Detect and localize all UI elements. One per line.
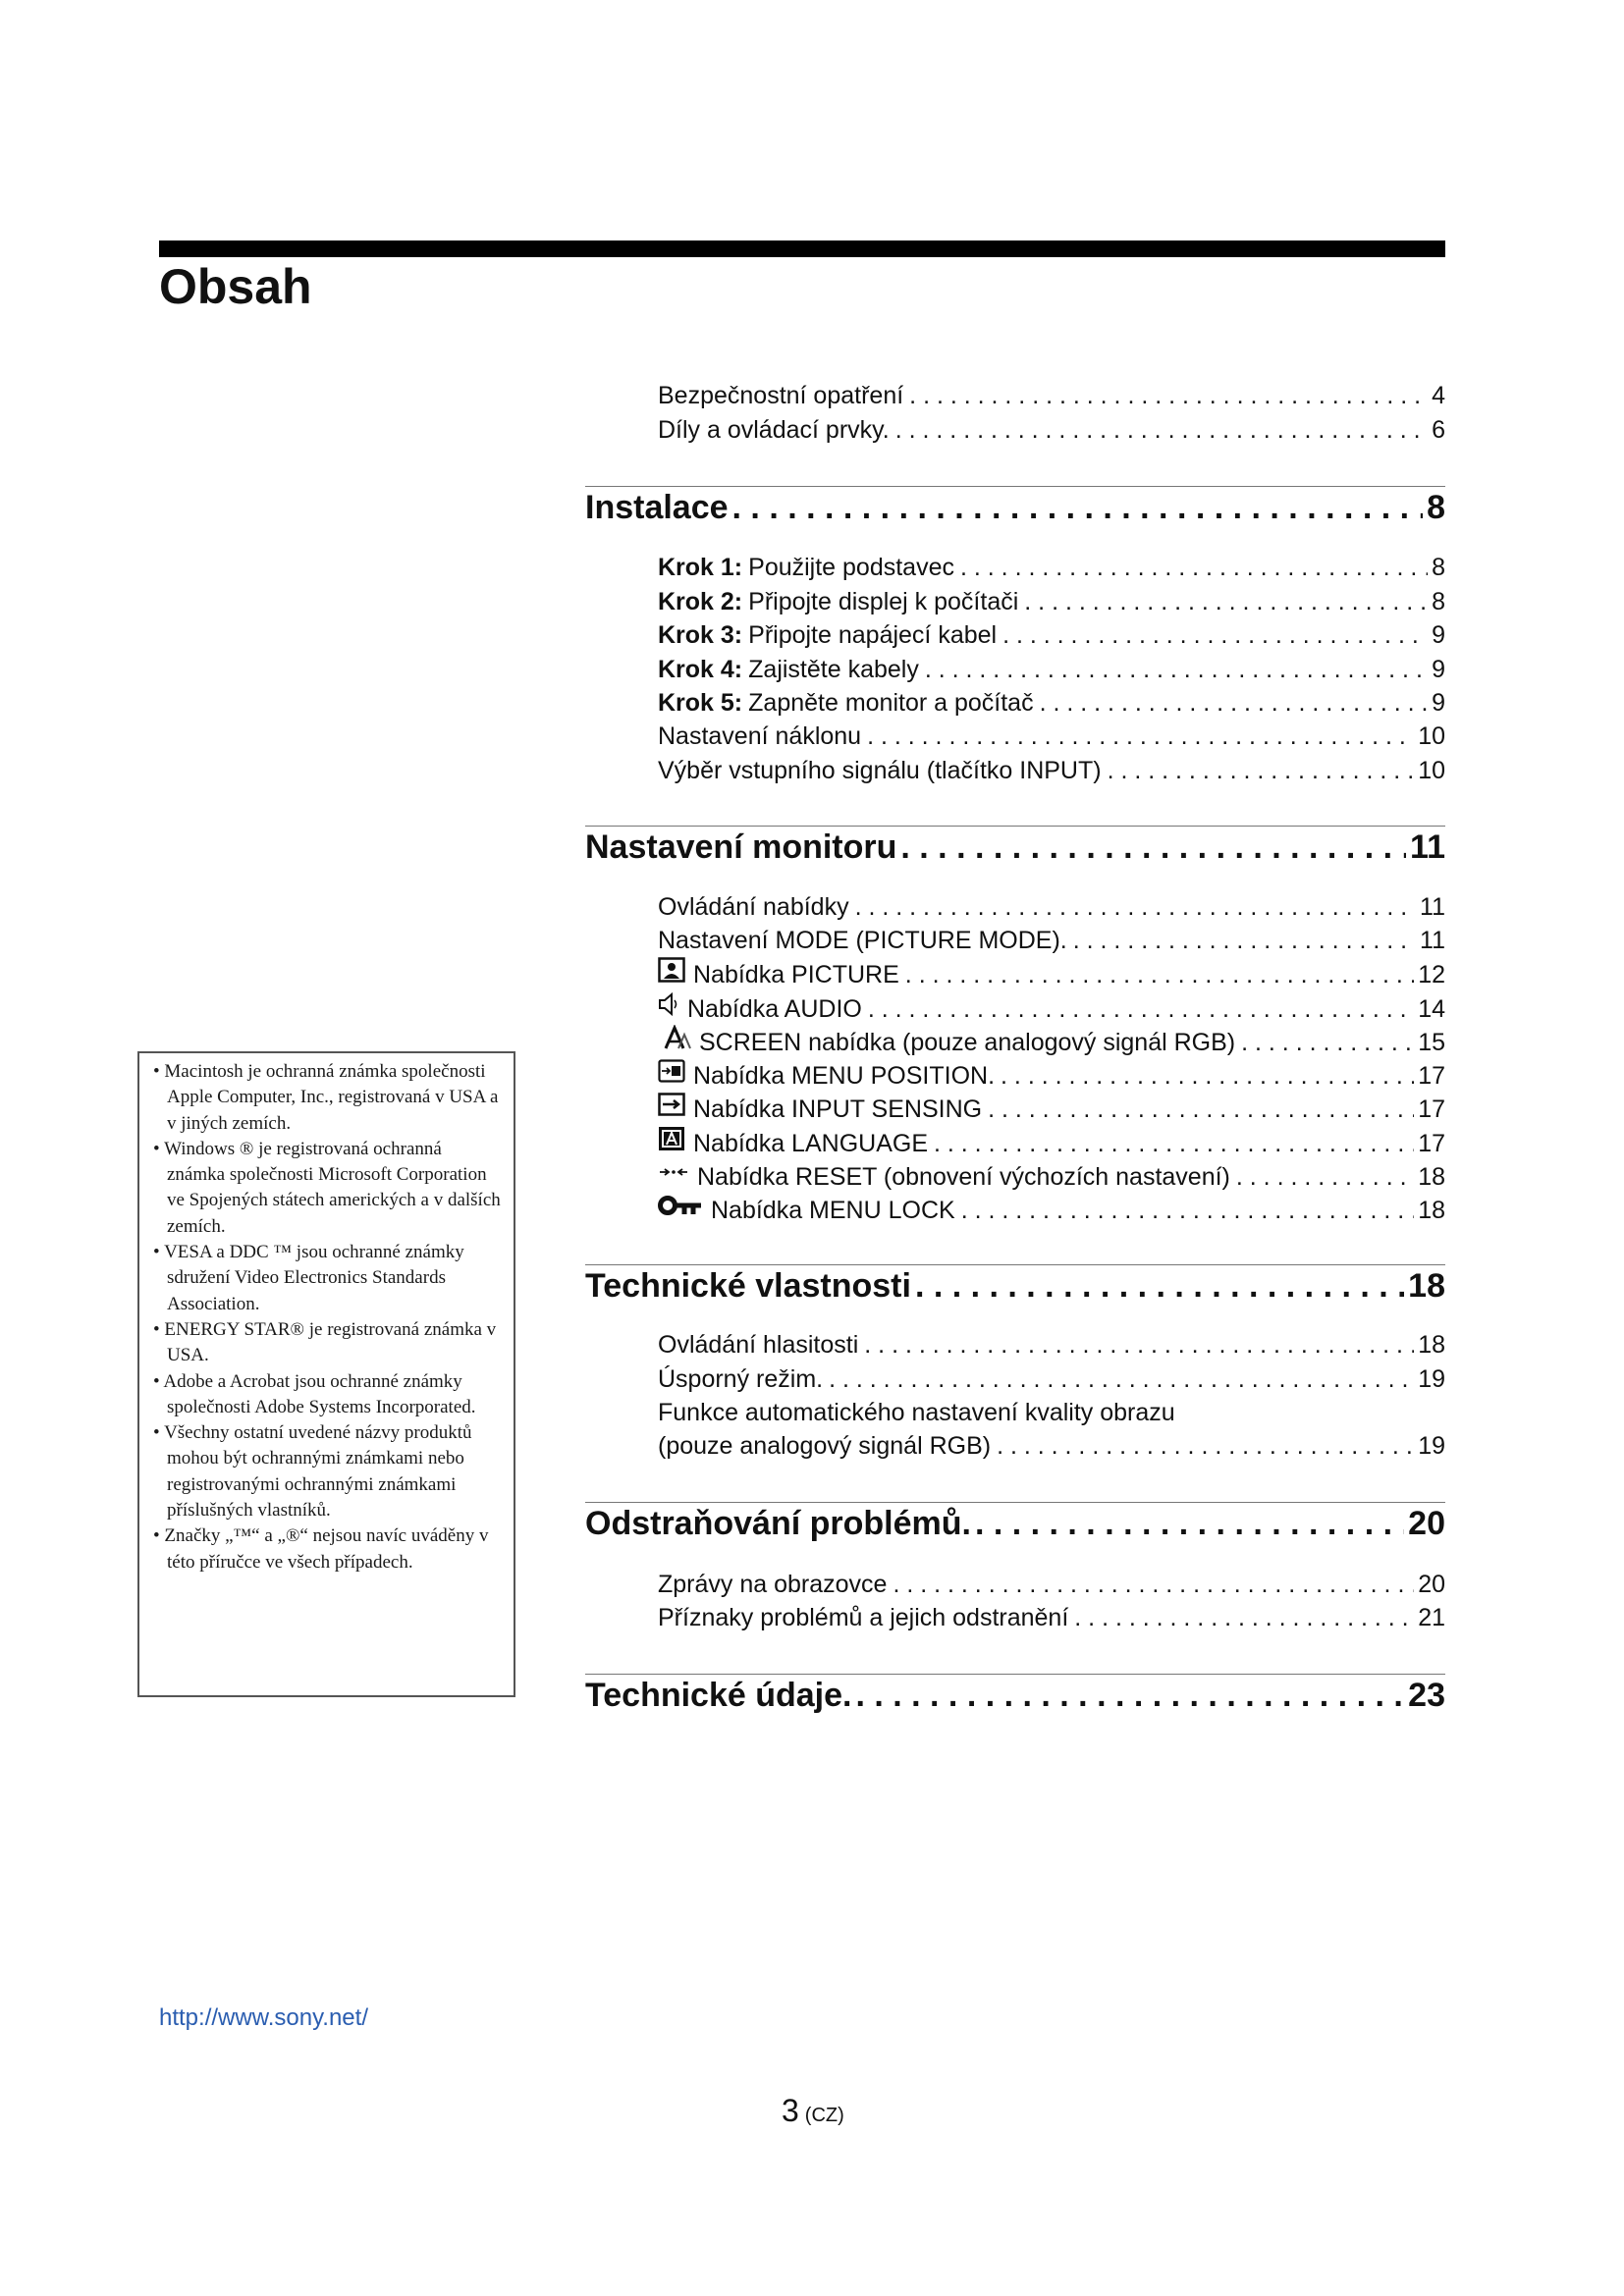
toc-page-number: 21 <box>1418 1604 1445 1631</box>
dot-leader <box>915 1264 1404 1308</box>
dot-leader <box>909 379 1428 412</box>
trademark-note: • Adobe a Acrobat jsou ochranné známky společnosti Adobe Systems Incorporated. <box>151 1369 502 1421</box>
toc-entry-parts-controls[interactable] <box>658 413 1445 447</box>
toc-section-installation[interactable] <box>585 486 1445 529</box>
picture-menu-icon <box>658 957 685 983</box>
toc-entry-language-menu[interactable] <box>658 1126 1445 1159</box>
language-icon <box>658 1126 685 1151</box>
toc-entry-label: Nabídka PICTURE <box>693 961 899 988</box>
dot-leader <box>895 413 1428 447</box>
toc-page-number: 6 <box>1432 416 1445 444</box>
dot-leader <box>1074 1601 1414 1634</box>
toc-entry-label: Příznaky problémů a jejich odstranění <box>658 1604 1069 1631</box>
dot-leader <box>855 1674 1404 1717</box>
toc-entry-label: Nabídka AUDIO <box>687 995 862 1023</box>
section-page-number: 20 <box>1408 1505 1445 1542</box>
page-number-value: 3 <box>782 2093 799 2128</box>
toc-section-troubleshooting[interactable] <box>585 1502 1445 1545</box>
dot-leader <box>905 958 1414 991</box>
title-bar-rule <box>159 240 1445 257</box>
step-label: Krok 4: <box>658 656 743 683</box>
section-page-number: 8 <box>1427 489 1445 526</box>
dot-leader <box>925 653 1428 686</box>
dot-leader <box>867 720 1414 753</box>
dot-leader <box>960 551 1428 584</box>
toc-entry-menu-position[interactable] <box>658 1058 1445 1092</box>
sony-website-link[interactable]: http://www.sony.net/ <box>159 2004 368 2031</box>
toc-entry-tilt[interactable] <box>658 720 1445 753</box>
page-number <box>782 2093 844 2129</box>
toc-entry-label: Zapněte monitor a počítač <box>748 689 1034 717</box>
section-heading-label: Technické vlastnosti <box>585 1267 911 1305</box>
toc-entry-auto-adjust-continued[interactable] <box>658 1429 1445 1463</box>
dot-leader <box>868 992 1414 1026</box>
toc-page-number: 11 <box>1420 927 1445 954</box>
toc-entry-mode-setting[interactable] <box>658 924 1445 957</box>
dot-leader <box>829 1362 1414 1396</box>
toc-entry-safety[interactable] <box>658 379 1445 412</box>
section-page-number: 11 <box>1410 828 1445 866</box>
dot-leader <box>1024 585 1428 618</box>
toc-entry-label: Ovládání hlasitosti <box>658 1331 859 1359</box>
toc-entry-label: Ovládání nabídky <box>658 893 849 921</box>
toc-page-number: 18 <box>1418 1197 1445 1224</box>
toc-page-number: 19 <box>1418 1432 1445 1460</box>
toc-entry-auto-adjust[interactable] <box>658 1396 1445 1429</box>
toc-page-number: 20 <box>1418 1571 1445 1598</box>
trademark-list <box>151 1059 502 1575</box>
toc-entry-label: Nabídka INPUT SENSING <box>693 1095 983 1123</box>
toc-section-specifications[interactable] <box>585 1674 1445 1717</box>
dot-leader <box>732 486 1424 529</box>
toc-entry-audio-menu[interactable] <box>658 991 1445 1025</box>
dot-leader <box>1002 618 1428 652</box>
page-language-code: (CZ) <box>804 2105 844 2126</box>
step-label: Krok 3: <box>658 621 743 649</box>
toc-entry-reset-menu[interactable] <box>658 1159 1445 1193</box>
toc-entry-label: (pouze analogový signál RGB) <box>658 1432 992 1460</box>
dot-leader <box>1236 1160 1414 1194</box>
speaker-icon <box>658 991 679 1017</box>
toc-page-number: 18 <box>1418 1163 1445 1191</box>
toc-entry-menu-control[interactable] <box>658 890 1445 924</box>
toc-entry-step-3[interactable] <box>658 618 1445 652</box>
toc-section-features[interactable] <box>585 1264 1445 1308</box>
toc-entry-label: Díly a ovládací prvky. <box>658 416 890 444</box>
trademark-note: • Macintosh je ochranná známka společnosti Apple Computer, Inc., registrovaná v USA a v jiných zemích. <box>151 1059 502 1137</box>
dot-leader <box>1001 1059 1414 1093</box>
toc-entry-step-5[interactable] <box>658 686 1445 720</box>
step-label: Krok 2: <box>658 588 743 615</box>
toc-page-number: 8 <box>1432 588 1445 615</box>
toc-entry-symptoms[interactable] <box>658 1601 1445 1634</box>
dot-leader <box>893 1568 1414 1601</box>
toc-page-number: 10 <box>1418 757 1445 784</box>
section-heading-label: Nastavení monitoru <box>585 828 897 866</box>
trademark-notes-box <box>137 1051 515 1697</box>
toc-entry-input-selection[interactable] <box>658 754 1445 787</box>
dot-leader <box>1073 924 1416 957</box>
toc-page-number: 9 <box>1432 621 1445 649</box>
toc-page-number: 17 <box>1418 1130 1445 1157</box>
screen-menu-icon <box>664 1025 691 1050</box>
toc-page-number: 10 <box>1418 722 1445 750</box>
toc-page-number: 17 <box>1418 1095 1445 1123</box>
trademark-note: • Všechny ostatní uvedené názvy produktů mohou být ochrannými známkami nebo registrovanými ochrannými známkami příslušných vlastníků. <box>151 1420 502 1523</box>
toc-entry-screen-menu[interactable] <box>658 1025 1445 1058</box>
section-page-number: 18 <box>1408 1267 1445 1305</box>
toc-entry-label: Nastavení MODE (PICTURE MODE). <box>658 927 1067 954</box>
toc-entry-label: Připojte displej k počítači <box>748 588 1019 615</box>
section-page-number: 23 <box>1408 1677 1445 1714</box>
toc-page-number: 12 <box>1418 961 1445 988</box>
toc-page-number: 14 <box>1418 995 1445 1023</box>
toc-entry-label: Zajistěte kabely <box>748 656 919 683</box>
toc-entry-on-screen-messages[interactable] <box>658 1568 1445 1601</box>
dot-leader <box>900 826 1406 869</box>
toc-page-number: 17 <box>1418 1062 1445 1090</box>
reset-icon <box>658 1159 689 1185</box>
step-label: Krok 5: <box>658 689 743 717</box>
toc-page-number: 9 <box>1432 689 1445 717</box>
toc-entry-label: Nastavení náklonu <box>658 722 862 750</box>
trademark-note: • Značky „™“ a „®“ nejsou navíc uváděny v této příručce ve všech případech. <box>151 1523 502 1575</box>
section-heading-label: Technické údaje. <box>585 1677 852 1714</box>
dot-leader <box>1241 1026 1414 1059</box>
toc-entry-picture-menu[interactable] <box>658 957 1445 990</box>
toc-entry-volume-control[interactable] <box>658 1328 1445 1362</box>
dot-leader <box>855 890 1416 924</box>
toc-entry-label: Nabídka MENU POSITION. <box>693 1062 996 1090</box>
dot-leader <box>988 1093 1414 1126</box>
section-heading-label: Odstraňování problémů. <box>585 1505 971 1542</box>
section-heading-label: Instalace <box>585 489 729 526</box>
toc-entry-label: Nabídka MENU LOCK <box>711 1197 955 1224</box>
toc-entry-label: Zprávy na obrazovce <box>658 1571 888 1598</box>
toc-page-number: 4 <box>1432 382 1445 409</box>
toc-entry-label: Bezpečnostní opatření <box>658 382 904 409</box>
toc-entry-power-saving[interactable] <box>658 1362 1445 1396</box>
toc-entry-label: Připojte napájecí kabel <box>748 621 998 649</box>
toc-page-number: 18 <box>1418 1331 1445 1359</box>
toc-entry-label: Použijte podstavec <box>748 554 954 581</box>
toc-entry-label: Nabídka RESET (obnovení výchozích nastavení) <box>697 1163 1230 1191</box>
toc-section-monitor-settings[interactable] <box>585 826 1445 869</box>
toc-page-number: 8 <box>1432 554 1445 581</box>
toc-entry-label: Funkce automatického nastavení kvality obrazu <box>658 1399 1175 1426</box>
trademark-note: • VESA a DDC ™ jsou ochranné známky sdružení Video Electronics Standards Association. <box>151 1240 502 1317</box>
dot-leader <box>961 1194 1414 1227</box>
trademark-note: • ENERGY STAR® je registrovaná známka v USA. <box>151 1317 502 1369</box>
dot-leader <box>934 1127 1414 1160</box>
trademark-note: • Windows ® je registrovaná ochranná známka společnosti Microsoft Corporation ve Spojených státech amerických a v dalších zemích. <box>151 1137 502 1240</box>
dot-leader <box>864 1328 1414 1362</box>
page-title: Obsah <box>159 259 312 314</box>
toc-page-number: 19 <box>1418 1365 1445 1393</box>
toc-entry-label: Úsporný režim. <box>658 1365 824 1393</box>
menu-position-icon <box>658 1058 685 1084</box>
dot-leader <box>1040 686 1428 720</box>
toc-entry-menu-lock[interactable] <box>658 1193 1445 1226</box>
toc-page-number: 11 <box>1420 893 1445 921</box>
toc-entry-step-2[interactable] <box>658 585 1445 618</box>
dot-leader <box>1108 754 1415 787</box>
toc-entry-input-sensing[interactable] <box>658 1092 1445 1125</box>
toc-entry-step-1[interactable] <box>658 551 1445 584</box>
toc-entry-label: Nabídka LANGUAGE <box>693 1130 928 1157</box>
dot-leader <box>975 1502 1404 1545</box>
key-lock-icon <box>658 1193 703 1218</box>
input-sensing-icon <box>658 1092 685 1117</box>
toc-entry-step-4[interactable] <box>658 653 1445 686</box>
dot-leader <box>997 1429 1414 1463</box>
toc-entry-label: SCREEN nabídka (pouze analogový signál RGB) <box>699 1029 1236 1056</box>
toc-page-number: 9 <box>1432 656 1445 683</box>
toc-page-number: 15 <box>1418 1029 1445 1056</box>
toc-entry-label: Výběr vstupního signálu (tlačítko INPUT) <box>658 757 1102 784</box>
step-label: Krok 1: <box>658 554 743 581</box>
